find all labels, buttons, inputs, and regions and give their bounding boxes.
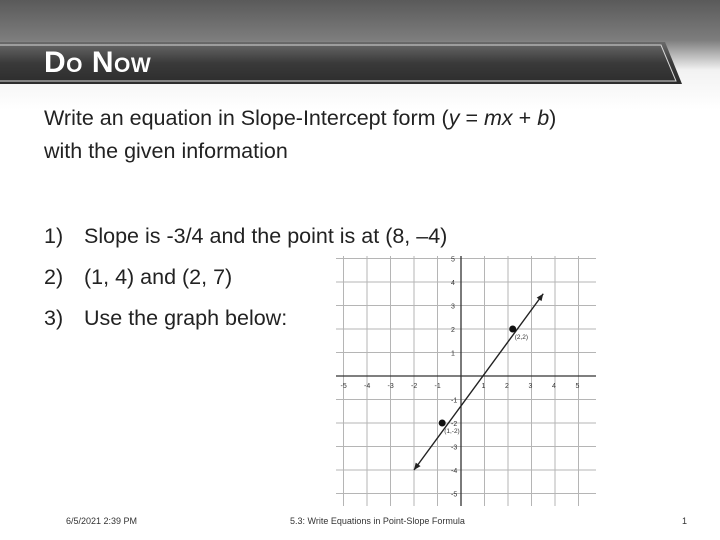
y-tick-label: -4 <box>451 468 458 475</box>
x-tick-label: -3 <box>387 383 394 390</box>
y-tick-label: 3 <box>451 303 455 311</box>
footer-title: 5.3: Write Equations in Point-Slope Formula <box>290 516 465 526</box>
list-item-number: 1) <box>44 224 64 248</box>
point-label: (2,2) <box>514 334 529 341</box>
intro-line-1: Write an equation in Slope-Intercept form (y = mx + b) <box>44 106 557 130</box>
y-tick-label: 1 <box>451 350 455 358</box>
graph-point <box>509 326 516 333</box>
x-tick-label: -2 <box>411 383 418 390</box>
x-tick-label: 5 <box>575 383 580 390</box>
graph-svg <box>336 256 596 506</box>
y-tick-label: -2 <box>451 421 458 428</box>
x-tick-label: -4 <box>364 383 371 390</box>
x-tick-label: 3 <box>528 383 533 390</box>
intro-line-2: with the given information <box>44 139 288 163</box>
x-tick-label: -1 <box>434 383 441 390</box>
y-tick-label: 4 <box>451 280 455 287</box>
y-tick-label: 2 <box>451 327 455 334</box>
line-arrow-bottom <box>414 463 421 470</box>
coordinate-graph <box>336 256 596 506</box>
x-tick-label: 4 <box>552 383 556 390</box>
y-tick-label: -3 <box>451 444 458 452</box>
x-tick-label: 1 <box>481 383 486 390</box>
y-tick-label: -1 <box>451 397 458 405</box>
list-item-number: 2) <box>44 265 64 289</box>
graph-line <box>414 294 543 470</box>
point-label: (1,-2) <box>444 428 460 435</box>
line-arrow-top <box>537 294 544 301</box>
y-tick-label: -5 <box>451 491 458 499</box>
list-item-text: Use the graph below: <box>84 306 288 330</box>
list-item <box>44 216 664 257</box>
intro-text <box>44 102 684 168</box>
list-item-text: Slope is -3/4 and the point is at (8, –4) <box>84 224 448 248</box>
x-tick-label: 2 <box>505 383 509 390</box>
footer-date: 6/5/2021 2:39 PM <box>66 516 138 526</box>
page-title: Do Now <box>44 46 152 79</box>
list-item-text: (1, 4) and (2, 7) <box>84 265 233 289</box>
graph-point <box>439 420 446 427</box>
x-tick-label: -5 <box>340 383 347 390</box>
footer-page-number: 1 <box>682 516 688 526</box>
y-tick-label: 5 <box>451 256 455 264</box>
list-item-number: 3) <box>44 306 64 330</box>
